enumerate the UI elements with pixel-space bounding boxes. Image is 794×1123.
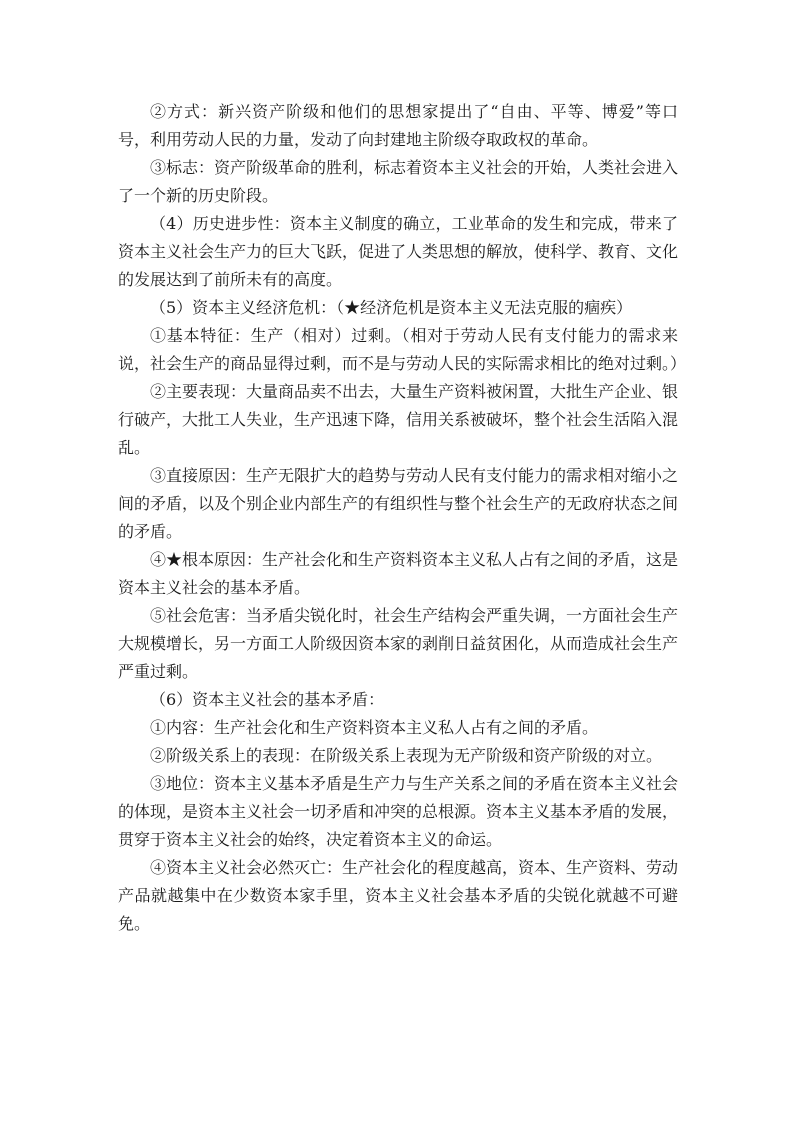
paragraph-content: ①内容：生产社会化和生产资料资本主义私人占有之间的矛盾。	[150, 718, 599, 737]
paragraph-social-harm: ⑤社会危害：当矛盾尖锐化时，社会生产结构会严重失调，一方面社会生产大规模增长，另一方面工人阶级因资本家的剥削日益贫困化，从而造成社会生产严重过剩。	[118, 606, 679, 681]
paragraph-status: ③地位：资本主义基本矛盾是生产力与生产关系之间的矛盾在资本主义社会的体现，是资本主义社会一切矛盾和冲突的总根源。资本主义基本矛盾的发展，贯穿于资本主义社会的始终，决定着资本主义的命运。	[118, 774, 679, 849]
paragraph-main-manifestation: ②主要表现：大量商品卖不出去，大量生产资料被闲置，大批生产企业、银行破产，大批工人失业，生产迅速下降，信用关系被破坏，整个社会生活陷入混乱。	[118, 382, 679, 457]
paragraph-class-relation: ②阶级关系上的表现：在阶级关系上表现为无产阶级和资产阶级的对立。	[150, 746, 663, 765]
document-page	[118, 98, 687, 938]
paragraph-symbol: ③标志：资产阶级革命的胜利，标志着资本主义社会的开始，人类社会进入了一个新的历史阶段。	[118, 158, 679, 205]
paragraph-root-cause: ④★根本原因：生产社会化和生产资料资本主义私人占有之间的矛盾，这是资本主义社会的基本矛盾。	[118, 550, 679, 597]
paragraph-direct-cause: ③直接原因：生产无限扩大的趋势与劳动人民有支付能力的需求相对缩小之间的矛盾，以及个别企业内部生产的有组织性与整个社会生产的无政府状态之间的矛盾。	[118, 466, 679, 541]
paragraph-inevitable-demise: ④资本主义社会必然灭亡：生产社会化的程度越高，资本、生产资料、劳动产品就越集中在少数资本家手里，资本主义社会基本矛盾的尖锐化就越不可避免。	[118, 858, 679, 933]
heading-basic-contradiction: （6）资本主义社会的基本矛盾：	[150, 690, 385, 709]
heading-economic-crisis: （5）资本主义经济危机：（★经济危机是资本主义无法克服的痼疾）	[150, 298, 633, 317]
paragraph-basic-feature: ①基本特征：生产（相对）过剩。（相对于劳动人民有支付能力的需求来说，社会生产的商品显得过剩，而不是与劳动人民的实际需求相比的绝对过剩。）	[118, 326, 687, 373]
paragraph-method: ②方式：新兴资产阶级和他们的思想家提出了“自由、平等、博爱”等口号，利用劳动人民的力量，发动了向封建地主阶级夺取政权的革命。	[118, 102, 678, 149]
paragraph-historical-progress: （4）历史进步性：资本主义制度的确立，工业革命的发生和完成，带来了资本主义社会生产力的巨大飞跃，促进了人类思想的解放，使科学、教育、文化的发展达到了前所未有的高度。	[118, 214, 679, 289]
